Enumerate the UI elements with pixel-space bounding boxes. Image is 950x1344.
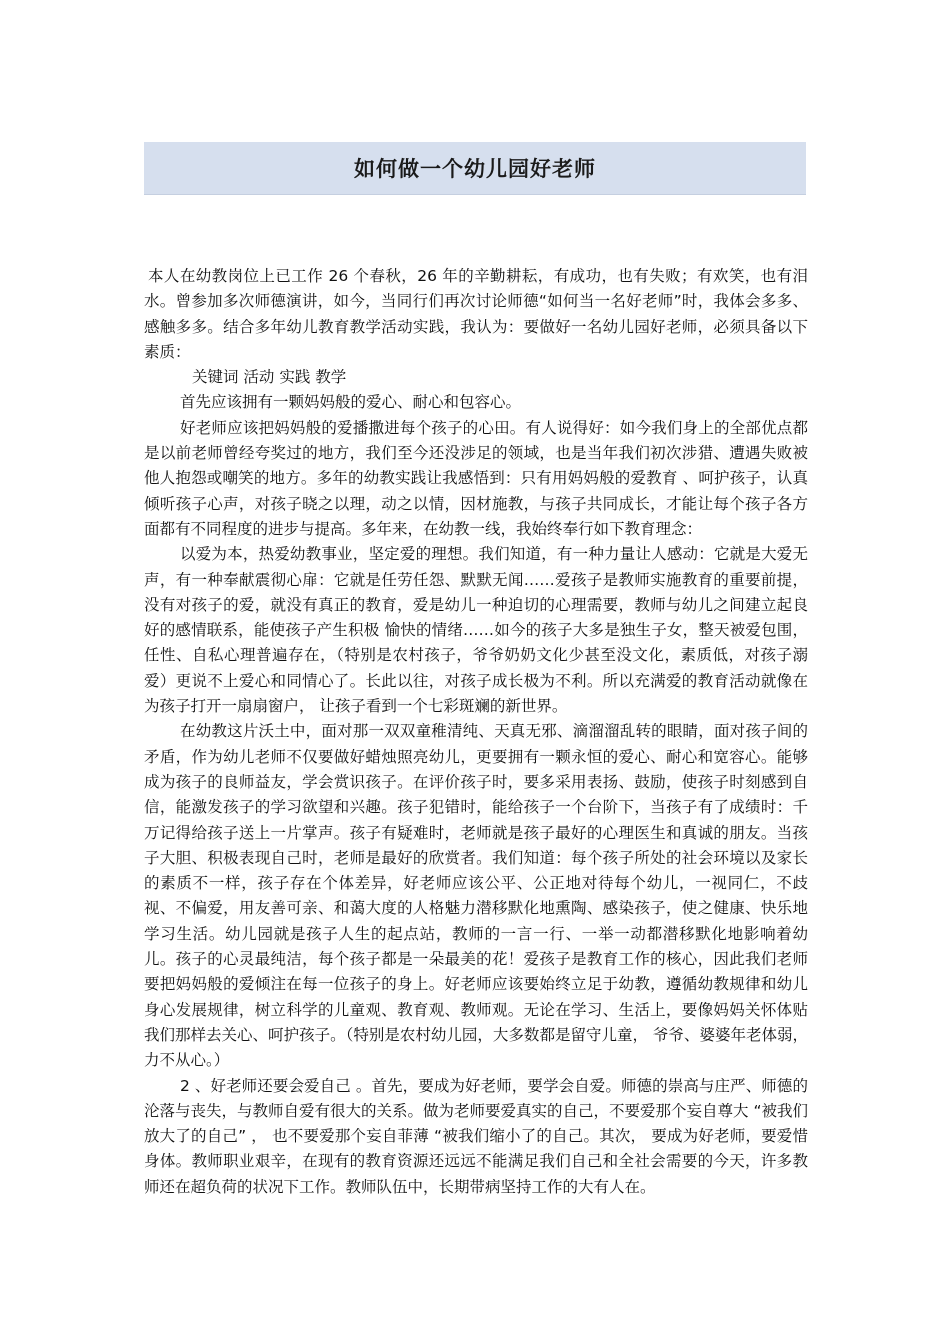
- paragraph-keywords: 关键词 活动 实践 教学: [192, 368, 347, 387]
- title-banner: [144, 142, 806, 195]
- paragraph-3: 在幼教这片沃土中，面对那一双双童稚清纯、天真无邪、滴溜溜乱转的眼睛，面对孩子间的矛盾，作为幼儿老师不仅要做好蜡烛照亮幼儿，更要拥有一颗永恒的爱心、耐心和宽容心。能够成为孩子的良师益友，学会赏识孩子。在评价孩子时，要多采用表扬、鼓励，使孩子时刻感到自信，能激发孩子的学习欲望和兴趣。孩子犯错时，能给孩子一个台阶下，当孩子有了成绩时：千万记得给孩子送上一片掌声。孩子有疑难时，老师就是孩子最好的心理医生和真诚的朋友。当孩子大胆、积极表现自己时，老师是最好的欣赏者。我们知道：每个孩子所处的社会环境以及家长的素质不一样，孩子存在个体差异，好老师应该公平、公正地对待每个幼儿，一视同仁，不歧视、不偏爱，用友善可亲、和蔼大度的人格魅力潜移默化地熏陶、感染孩子，使之健康、快乐地学习生活。幼儿园就是孩子人生的起点站，教师的一言一行、一举一动都潜移默化地影响着幼儿。孩子的心灵最纯洁，每个孩子都是一朵最美的花！爱孩子是教育工作的核心，因此我们老师要把妈妈般的爱倾注在每一位孩子的身上。好老师应该要始终立足于幼教，遵循幼教规律和幼儿身心发展规律，树立科学的儿童观、教育观、教师观。无论在学习、生活上，要像妈妈关怀体贴我们那样去关心、呵护孩子。（特别是农村幼儿园，大多数都是留守儿童， 爷爷、婆婆年老体弱， 力不从心。）: [144, 722, 808, 1070]
- paragraph-intro: 本人在幼教岗位上已工作 26 个春秋，26 年的辛勤耕耘，有成功，也有失败；有欢笑，也有泪水。曾参加多次师德演讲，如今，当同行们再次讨论师德“如何当一名好老师”时，我体会多多、感触多多。结合多年幼儿教育教学活动实践，我认为：要做好一名幼儿园好老师，必须具备以下素质：: [144, 267, 808, 361]
- article-body: [144, 264, 808, 1200]
- paragraph-4: 2 、好老师还要会爱自己 。首先，要成为好老师，要学会自爱。师德的崇高与庄严、师德的沦落与丧失，与教师自爱有很大的关系。做为老师要爱真实的自己，不要爱那个妄自尊大 “被我们放大了的自己” ， 也不要爱那个妄自菲薄 “被我们缩小了的自己。其次， 要成为好老师，要爱惜身体。教师职业艰辛，在现有的教育资源还远远不能满足我们自己和全社会需要的今天，许多教师还在超负荷的状况下工作。教师队伍中，长期带病坚持工作的大有人在。: [144, 1076, 808, 1196]
- paragraph-first-point: 首先应该拥有一颗妈妈般的爱心、耐心和包容心。: [180, 393, 522, 412]
- page-title: 如何做一个幼儿园好老师: [354, 157, 596, 181]
- paragraph-2: 以爱为本，热爱幼教事业，坚定爱的理想。我们知道，有一种力量让人感动：它就是大爱无声，有一种奉献震彻心扉：它就是任劳任怨、默默无闻……爱孩子是教师实施教育的重要前提，没有对孩子的爱，就没有真正的教育，爱是幼儿一种迫切的心理需要，教师与幼儿之间建立起良好的感情联系，能使孩子产生积极 愉快的情绪……如今的孩子大多是独生子女，整天被爱包围，任性、自私心理普遍存在，（特别是农村孩子，爷爷奶奶文化少甚至没文化，素质低，对孩子溺爱）更说不上爱心和同情心了。长此以往，对孩子成长极为不利。所以充满爱的教育活动就像在为孩子打开一扇扇窗户， 让孩子看到一个七彩斑斓的新世界。: [144, 545, 808, 716]
- paragraph-1: 好老师应该把妈妈般的爱播撒进每个孩子的心田。有人说得好：如今我们身上的全部优点都是以前老师曾经夸奖过的地方，我们至今还没涉足的领域，也是当年我们初次涉猎、遭遇失败被他人抱怨或嘲笑的地方。多年的幼教实践让我感悟到：只有用妈妈般的爱教育 、呵护孩子，认真倾听孩子心声，对孩子晓之以理，动之以情，因材施教，与孩子共同成长，才能让每个孩子各方面都有不同程度的进步与提高。多年来，在幼教一线，我始终奉行如下教育理念：: [144, 418, 808, 538]
